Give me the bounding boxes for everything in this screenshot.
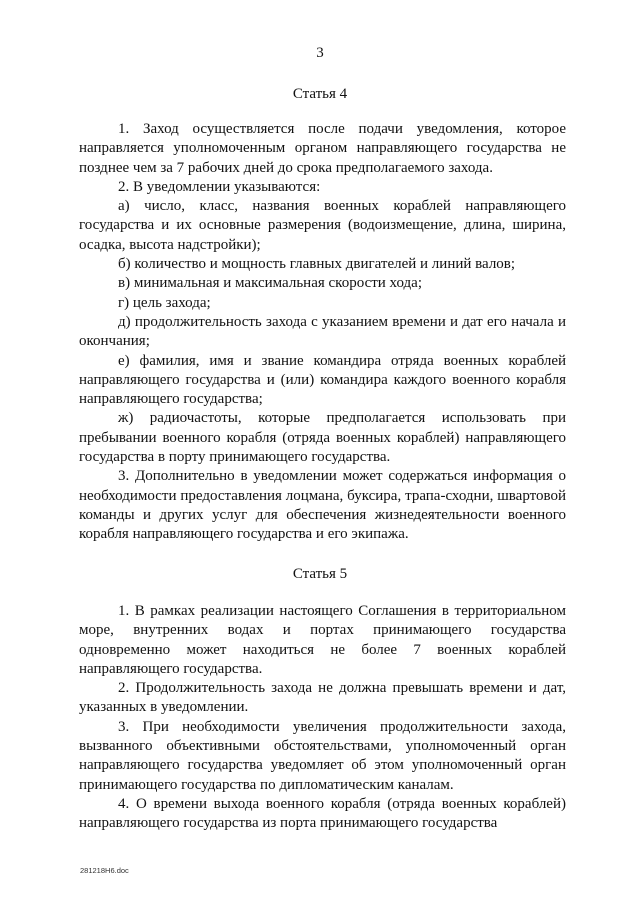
article-4-item-zh: ж) радиочастоты, которые предполагается использовать при пребывании военного корабля (отряда военных кораблей) направляющего государства в порту принимающего государства. [79, 410, 566, 466]
article-4-item-d: д) продолжительность захода с указанием времени и дат его начала и окончания; [79, 313, 566, 350]
article-4-item-g: г) цель захода; [118, 294, 211, 311]
page-number: 3 [316, 45, 324, 61]
article-5-body [79, 602, 566, 834]
article-4-heading: Статья 4 [292, 86, 348, 102]
article-4-item-a: а) число, класс, названия военных кораблей направляющего государства и их основные размерения (водоизмещение, длина, ширина, осадка, высота надстройки); [79, 198, 566, 253]
article-4-paragraph-1: 1. Заход осуществляется после подачи уведомления, которое направляется уполномоченным органом направляющего государства не позднее чем за 7 рабочих дней до срока предполагаемого захода. [79, 121, 566, 176]
article-5-heading: Статья 5 [292, 566, 348, 582]
article-4-paragraph-3: 3. Дополнительно в уведомлении может содержаться информация о необходимости предоставления лоцмана, буксира, трапа-сходни, швартовой команды и других услуг для обеспечения жизнедеятельности военного корабля направляющего государства и его экипажа. [79, 468, 566, 543]
article-5-paragraph-1: 1. В рамках реализации настоящего Соглашения в территориальном море, внутренних водах и портах принимающего государства одновременно может находиться не более 7 военных кораблей направляющего государства. [79, 603, 566, 677]
article-5-paragraph-3: 3. При необходимости увеличения продолжительности захода, вызванного объективными обстоятельствами, уполномоченный орган направляющего государства уведомляет об этом уполномоченный орган принимающего государства по дипломатическим каналам. [79, 718, 566, 793]
article-4-body [79, 120, 566, 545]
article-4-paragraph-2: 2. В уведомлении указываются: [118, 178, 321, 195]
article-5-paragraph-2: 2. Продолжительность захода не должна превышать времени и дат, указанных в уведомлении. [79, 680, 566, 716]
article-4-item-e: е) фамилия, имя и звание командира отряда военных кораблей направляющего государства и (или) командира каждого военного корабля направляющего государства; [79, 352, 566, 408]
article-5-paragraph-4: 4. О времени выхода военного корабля (отряда военных кораблей) направляющего государства из порта принимающего государства [79, 795, 566, 832]
article-4-item-v: в) минимальная и максимальная скорости хода; [118, 275, 423, 292]
article-4-item-b: б) количество и мощность главных двигателей и линий валов; [118, 256, 516, 273]
footer-filename: 281218H6.doc [80, 866, 129, 875]
